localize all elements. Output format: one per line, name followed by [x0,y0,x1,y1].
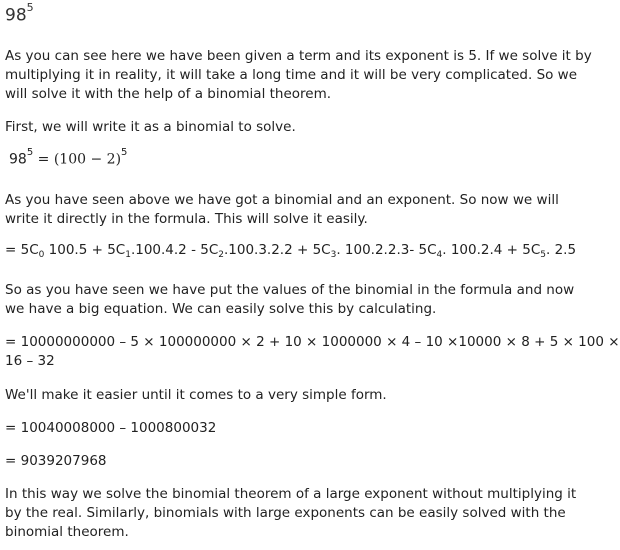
title-exponent: 5 [26,1,34,14]
title-expression [5,1,34,26]
binomial-equals: = [37,151,50,168]
conclusion-line-1: In this way we solve the binomial theorem of a large exponent without multiplying it [5,486,577,502]
formula-term: 100.5 + 5C [44,242,126,258]
formula-term: .100.3.2.2 + 5C [223,242,331,258]
formula-term: . 100.2.4 + 5C [442,242,541,258]
binomial-expression [9,147,128,168]
formula-subscript: 3 [330,250,337,260]
formula-subscript: 1 [125,250,131,260]
formula-term: . 2.5 [546,242,577,258]
intro-line-3: will solve it with the help of a binomial theorem. [5,86,332,102]
conclusion-line-2: by the real. Similarly, binomials with large exponents can be easily solved with the [5,505,566,521]
binomial-left-base: 98 [9,151,27,168]
intro-line-1: As you can see here we have been given a term and its exponent is 5. If we solve it by [5,48,592,64]
formula-subscript: 2 [218,250,224,260]
equation-intro-line-2: we have a big equation. We can easily solve this by calculating. [5,301,437,317]
formula-subscript: 5 [540,250,546,260]
formula-term: .100.4.2 - 5C [130,242,219,258]
formula-subscript: 0 [38,250,45,260]
expanded-equation-line-1: = 10000000000 – 5 × 100000000 × 2 + 10 × 1000000 × 4 – 10 ×10000 × 8 + 5 × 100 × [5,334,620,350]
simplified-equation: = 10040008000 – 1000800032 [5,420,217,436]
binomial-formula [5,242,576,258]
formula-intro-line-1: As you have seen above we have got a binomial and an exponent. So now we will [5,192,559,208]
expanded-equation-line-2: 16 – 32 [5,353,55,369]
intro-line-2: multiplying it in reality, it will take a long time and it will be very complicated. So we [5,67,578,83]
title-base: 98 [5,5,27,26]
binomial-left-exponent: 5 [26,147,34,158]
equation-intro-line-1: So as you have seen we have put the values of the binomial in the formula and now [5,282,575,298]
formula-intro-line-2: write it directly in the formula. This will solve it easily. [5,211,368,227]
final-result: = 9039207968 [5,453,107,469]
conclusion-line-3: binomial theorem. [5,524,129,540]
simplify-text: We'll make it easier until it comes to a very simple form. [5,387,387,403]
formula-term: . 100.2.2.3- 5C [336,242,437,258]
binomial-right: (100 − 2) [53,151,122,168]
formula-term: = 5C [5,242,39,258]
binomial-right-exponent: 5 [121,147,128,158]
binomial-intro-text: First, we will write it as a binomial to solve. [5,119,296,135]
formula-subscript: 4 [436,250,443,260]
